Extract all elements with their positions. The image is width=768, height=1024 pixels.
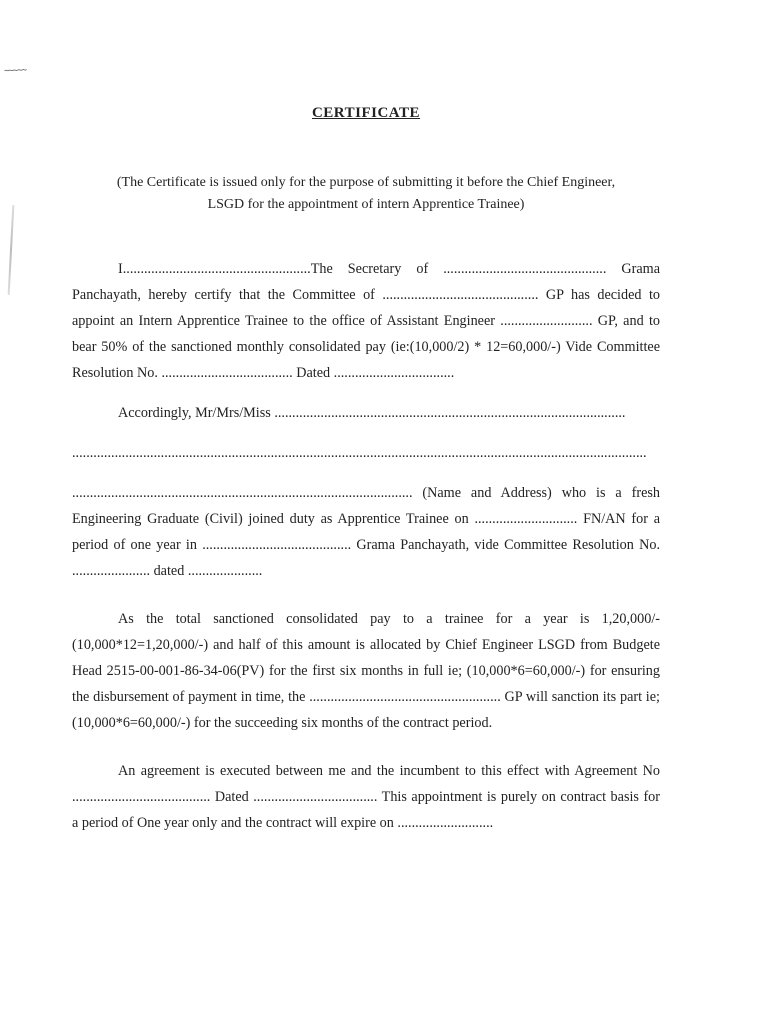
certification-paragraph: I.....................................................The Secretary of .............................................. Grama Panchayath, hereby certify that the Committee of ............................................ GP has decided to appoint an Intern Apprentice Trainee to the office of Assistant Engineer .......................... GP, and to bear 50% of the sanctioned monthly consolidated pay (ie:(10,000/2) * 12=60,000/-) Vide Committee Resolution No. ..................................... Dated .................................. <box>72 261 660 381</box>
appointee-address-line: .................................................................................................................................................................. <box>72 445 647 461</box>
appointee-paragraph <box>72 400 660 584</box>
scan-artifact-mark: ~~~~~ <box>3 65 27 77</box>
pay-allocation-paragraph: As the total sanctioned consolidated pay to a trainee for a year is 1,20,000/- (10,000*12=1,20,000/-) and half of this amount is allocated by Chief Engineer LSGD from Budgete Head 2515-00-001-86-34-06(PV) for the first six months in full ie; (10,000*6=60,000/-) for ensuring the disbursement of payment in time, the ...................................................... GP will sanction its part ie; (10,000*6=60,000/-) for the succeeding six months of the contract period. <box>72 611 660 731</box>
purpose-note-line-1: (The Certificate is issued only for the purpose of submitting it before the Chief Engineer, <box>116 175 616 190</box>
certificate-document <box>72 100 660 836</box>
purpose-note-line-2: LSGD for the appointment of intern Apprentice Trainee) <box>207 197 525 212</box>
appointee-name-line: Accordingly, Mr/Mrs/Miss ................................................................................................... <box>118 405 626 421</box>
agreement-paragraph: An agreement is executed between me and the incumbent to this effect with Agreement No ....................................... Dated ................................... This appointment is purely on contract basis for a period of One year only and the contract will expire on ........................... <box>72 763 660 831</box>
purpose-note <box>72 172 660 216</box>
appointee-details: ................................................................................................ (Name and Address) who is a fresh Engineering Graduate (Civil) joined duty as Apprentice Trainee on ............................. FN/AN for a period of one year in .......................................... Grama Panchayath, vide Committee Resolution No. ...................... dated ..................... <box>72 485 660 579</box>
certificate-title: CERTIFICATE <box>311 105 421 121</box>
scan-artifact-line <box>8 205 15 295</box>
